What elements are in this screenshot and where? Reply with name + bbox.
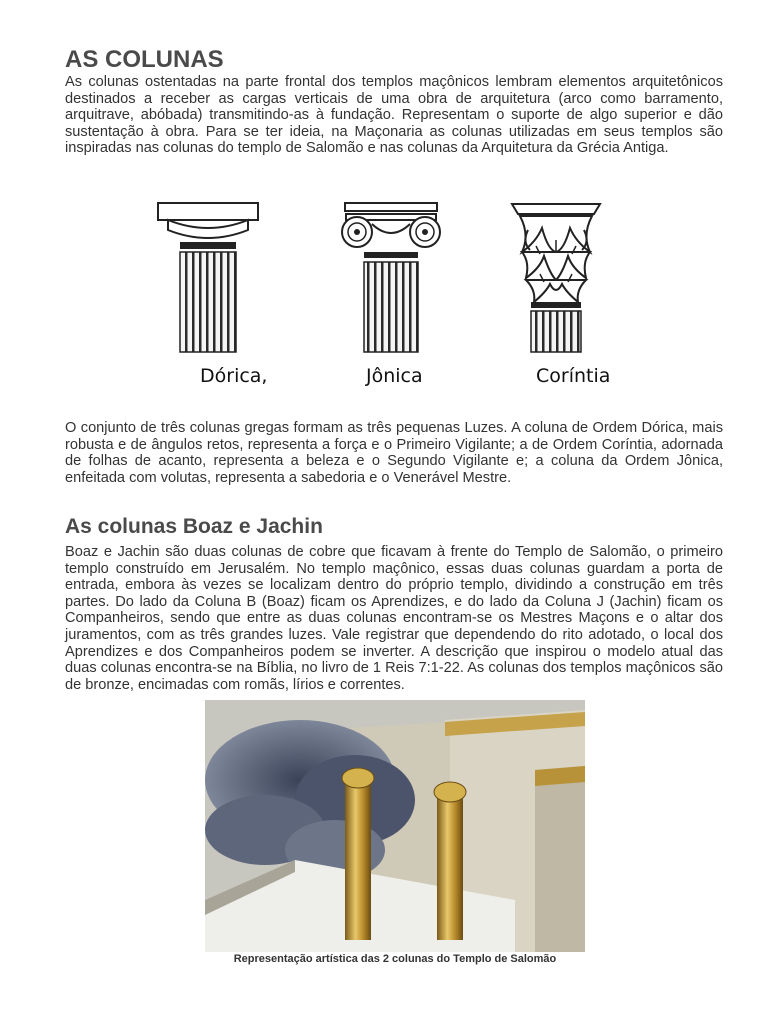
ionic-column-drawing [342, 203, 440, 352]
intro-paragraph: As colunas ostentadas na parte frontal dos templos maçônicos lembram elementos arquitetônicos destinados a receber as cargas verticais de uma obra de arquitetura (arco como barramento, arquitrave, abóbada) transmitindo-as à fundação. Representam o suporte de algo superior e dão sustentação à obra. Para se ter ideia, na Maçonaria as colunas utilizadas em seus templos são inspiradas nas colunas do templo de Salomão e nas colunas da Arquitetura da Grécia Antiga. [65, 74, 723, 157]
corinthian-column-drawing [512, 204, 600, 352]
temple-figure-caption: Representação artística das 2 colunas do Templo de Salomão [233, 953, 557, 965]
greek-columns-illustration [150, 190, 640, 395]
column-label-doric: Dórica, [200, 365, 268, 387]
doric-column-drawing [158, 203, 258, 352]
temple-of-solomon-illustration [205, 700, 585, 952]
three-lights-paragraph: O conjunto de três colunas gregas formam as três pequenas Luzes. A coluna de Ordem Dórica, mais robusta e de ângulos retos, representa a força e o Primeiro Vigilante; a de Ordem Coríntia, adornada de folhas de acanto, representa a beleza e o Segundo Vigilante e; a coluna da Ordem Jônica, enfeitada com volutas, representa a sabedoria e o Venerável Mestre. [65, 420, 723, 486]
boaz-jachin-paragraph: Boaz e Jachin são duas colunas de cobre que ficavam à frente do Templo de Salomão, o primeiro templo construído em Jerusalém. No templo maçônico, essas duas colunas guardam a porta de entrada, embora às vezes se localizam dentro do próprio templo, dividindo a construção em três partes. Do lado da Coluna B (Boaz) ficam os Aprendizes, e do lado da Coluna J (Jachin) ficam os Companheiros, sendo que entre as duas colunas encontram-se os Mestres Maçons e o altar dos juramentos, com as três grandes luzes. Vale registrar que dependendo do rito adotado, o local dos Aprendizes e dos Companheiros podem se inverter. A descrição que inspirou o modelo atual das duas colunas encontra-se na Bíblia, no livro de 1 Reis 7:1-22. As colunas dos templos maçônicos são de bronze, encimadas com romãs, lírios e correntes. [65, 544, 723, 693]
section-title-boaz-jachin: As colunas Boaz e Jachin [65, 515, 323, 538]
section-title-as-colunas: AS COLUNAS [65, 46, 224, 73]
column-label-corinthian: Coríntia [536, 365, 611, 387]
column-label-ionic: Jônica [366, 365, 423, 387]
